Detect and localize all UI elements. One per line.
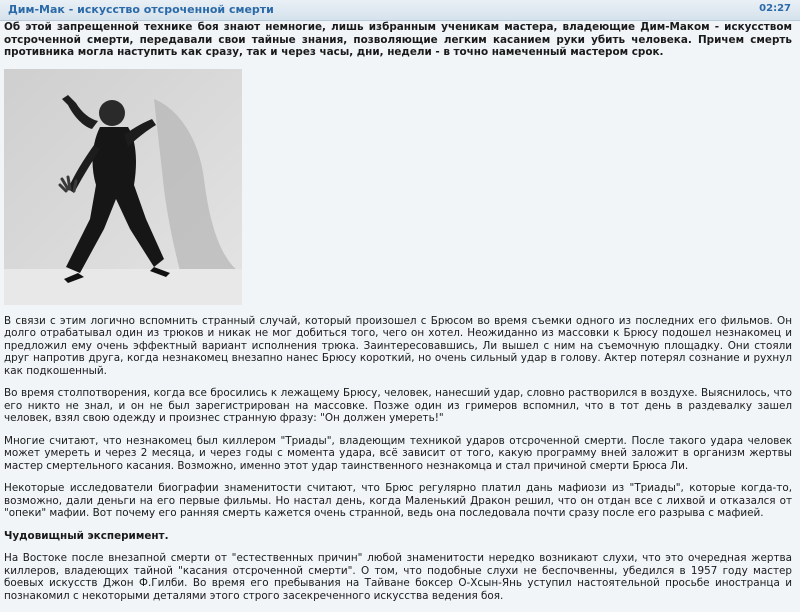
martial-artist-photo [4, 69, 242, 305]
article-body [4, 21, 792, 612]
paragraph-5: На Востоке после внезапной смерти от "естественных причин" любой знаменитости нередко возникают слухи, что это очередная жертва киллеров, владеющих тайной "касания отсроченной смерти". О том, что подобные слухи не беспочвенны, убедился в 1957 году мастер боевых искусств Джон Ф.Гилби. Во время его пребывания на Тайване боксер О-Хсын-Янь уступил настоятельной просьбе иностранца и познакомил с некоторыми деталями этого строго засекреченного искусства ведения боя. [4, 552, 792, 602]
header-bar [0, 0, 800, 21]
post-time: 02:27 [759, 3, 791, 14]
paragraph-4: Некоторые исследователи биографии знаменитости считают, что Брюс регулярно платил дань мафиози из "Триады", которые когда-то, возможно, дали деньги на его первые фильмы. Но настал день, когда Маленький Дракон решил, что он отдан все с лихвой и отказался от "опеки" мафии. Вот почему его ранняя смерть кажется очень странной, ведь она последовала почти сразу после его разрыва с мафией. [4, 482, 792, 519]
paragraph-1: В связи с этим логично вспомнить странный случай, который произошел с Брюсом во время съемки одного из последних его фильмов. Он долго отрабатывал один из трюков и никак не мог добиться того, чего он хотел. Неожиданно из массовки к Брюсу подошел незнакомец и предложил ему очень эффектный вариант исполнения трюка. Заинтересовавшись, Ли вышел с ним на съемочную площадку. Они стояли друг напротив друга, когда незнакомец внезапно нанес Брюсу короткий, но очень сильный удар в голову. Актер потерял сознание и рухнул как подкошенный. [4, 314, 792, 377]
paragraph-3: Многие считают, что незнакомец был киллером "Триады", владеющим техникой ударов отсроченной смерти. После такого удара человек может умереть и через 2 месяца, и через годы с момента удара, всё зависит от того, какую программу вней заложит в организм жертвы мастер смертельного касания. Возможно, именно этот удар таинственного незнакомца и стал причиной смерти Брюса Ли. [4, 434, 792, 472]
post-title[interactable]: Дим-Мак - искусство отсроченной смерти [8, 3, 274, 16]
section-heading: Чудовищный эксперимент. [4, 529, 169, 542]
article-lead: Об этой запрещенной технике боя знают немногие, лишь избранным ученикам мастера, владеющие Дим-Маком - искусством отсроченной смерти, передавали свои тайные знания, позволяющие легким касанием руки убить человека. Причем смерть противника могла наступить как сразу, так и через часы, дни, недели - в точно намеченный мастером срок. [4, 21, 792, 58]
paragraph-2: Во время столпотворения, когда все бросились к лежащему Брюсу, человек, нанесший удар, словно растворился в воздухе. Выяснилось, что его никто не знал, и он не был зарегистрирован на массовке. Позже один из гримеров вспомнил, что в тот день в раздевалку зашел человек, взял свою одежду и произнес странную фразу: "Он должен умереть!" [4, 387, 792, 424]
